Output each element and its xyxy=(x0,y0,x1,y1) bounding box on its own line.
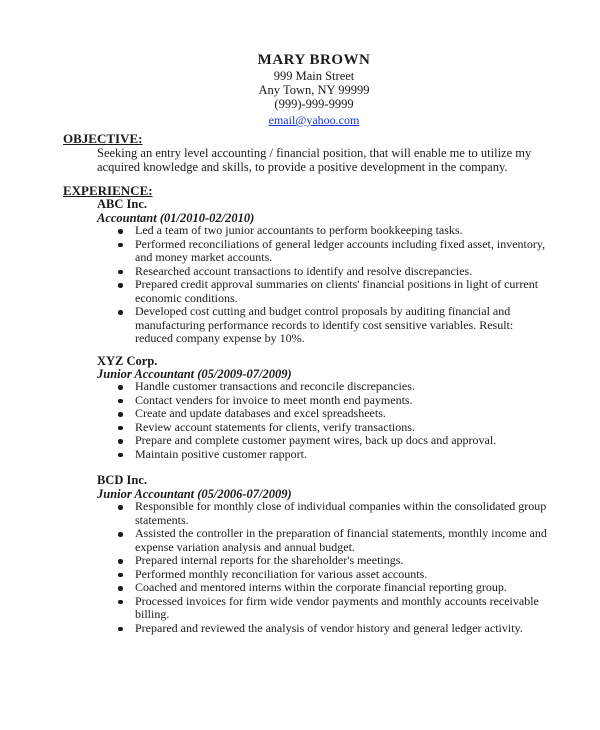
job-company: BCD Inc. xyxy=(97,473,148,487)
email-link[interactable]: email@yahoo.com xyxy=(268,113,360,127)
job-company: XYZ Corp. xyxy=(97,354,158,368)
list-item: Researched account transactions to identify and resolve discrepancies. xyxy=(112,265,552,279)
job-title: Junior Accountant (05/2006-07/2009) xyxy=(97,487,292,501)
list-item: Led a team of two junior accountants to perform bookkeeping tasks. xyxy=(112,224,552,238)
phone-number: (999)-999-9999 xyxy=(274,97,354,111)
list-item: Review account statements for clients, verify transactions. xyxy=(112,421,552,435)
experience-heading: EXPERIENCE: xyxy=(63,183,153,198)
street-address: 999 Main Street xyxy=(273,69,355,83)
job-bullets xyxy=(112,500,552,635)
list-item: Prepared internal reports for the shareholder's meetings. xyxy=(112,554,552,568)
list-item: Maintain positive customer rapport. xyxy=(112,448,552,462)
list-item: Prepare and complete customer payment wires, back up docs and approval. xyxy=(112,434,552,448)
job-company: ABC Inc. xyxy=(97,197,148,211)
job-title: Junior Accountant (05/2009-07/2009) xyxy=(97,367,292,381)
job-bullets xyxy=(112,380,552,461)
list-item: Developed cost cutting and budget control proposals by auditing financial and manufacturing performance records to identify cost sensitive variables. Result: reduced company expense by 10%. xyxy=(112,305,552,346)
list-item: Processed invoices for firm wide vendor payments and monthly accounts receivable billing. xyxy=(112,595,552,622)
city-state-zip: Any Town, NY 99999 xyxy=(258,83,370,97)
objective-heading: OBJECTIVE: xyxy=(63,131,143,146)
job-title: Accountant (01/2010-02/2010) xyxy=(97,211,255,225)
list-item: Create and update databases and excel spreadsheets. xyxy=(112,407,552,421)
objective-text: Seeking an entry level accounting / financial position, that will enable me to utilize my acquired knowledge and skills, to provide a positive development in the company. xyxy=(97,146,532,174)
candidate-name: MARY BROWN xyxy=(257,52,371,68)
list-item: Performed reconciliations of general ledger accounts including fixed asset, inventory, and money market accounts. xyxy=(112,238,552,265)
list-item: Prepared credit approval summaries on clients' financial positions in light of current economic conditions. xyxy=(112,278,552,305)
list-item: Handle customer transactions and reconcile discrepancies. xyxy=(112,380,552,394)
list-item: Assisted the controller in the preparation of financial statements, monthly income and expense variation analysis and annual budget. xyxy=(112,527,552,554)
contact-header xyxy=(14,52,600,129)
list-item: Contact venders for invoice to meet month end payments. xyxy=(112,394,552,408)
list-item: Prepared and reviewed the analysis of vendor history and general ledger activity. xyxy=(112,622,552,636)
list-item: Responsible for monthly close of individual companies within the consolidated group statements. xyxy=(112,500,552,527)
list-item: Performed monthly reconciliation for various asset accounts. xyxy=(112,568,552,582)
list-item: Coached and mentored interns within the corporate financial reporting group. xyxy=(112,581,552,595)
job-bullets xyxy=(112,224,552,346)
